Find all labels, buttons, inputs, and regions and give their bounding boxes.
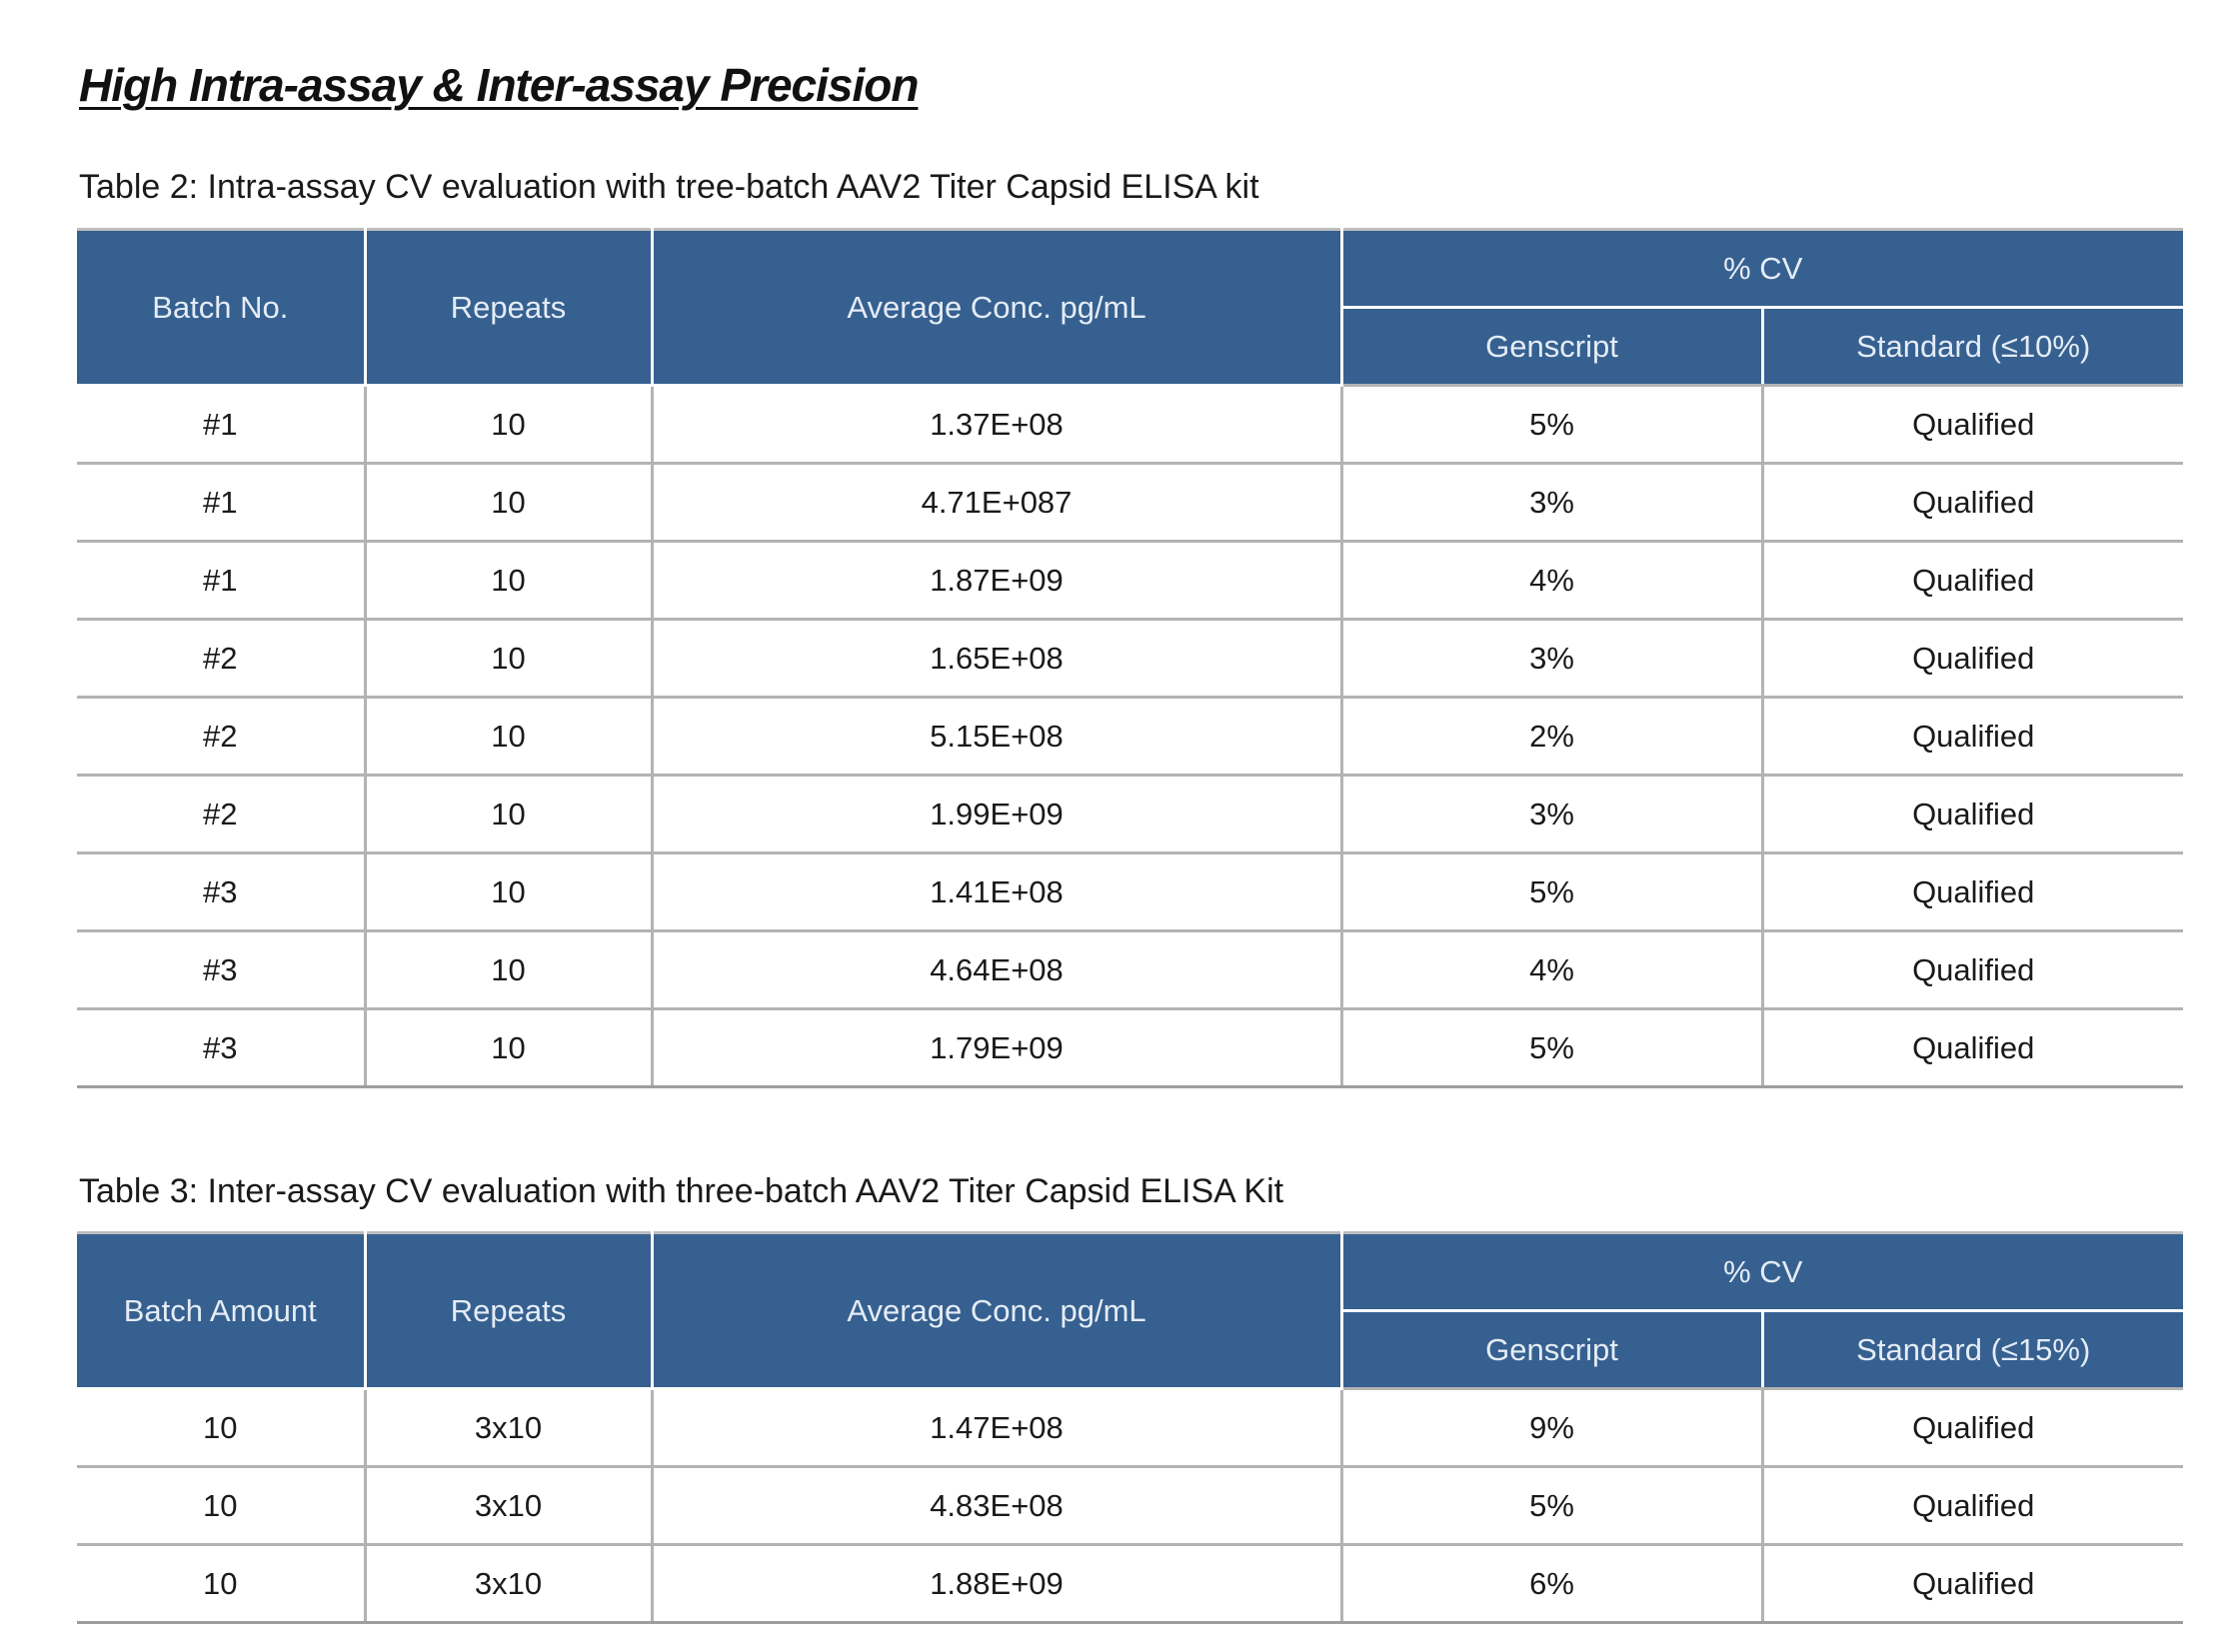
cell-genscript-cv: 3% bbox=[1341, 464, 1762, 542]
cell-batch: #1 bbox=[77, 386, 365, 464]
table-row bbox=[77, 1467, 2183, 1545]
header-batch-amount: Batch Amount bbox=[77, 1233, 365, 1389]
cell-average-conc: 1.87E+09 bbox=[652, 542, 1341, 620]
cell-batch: #1 bbox=[77, 542, 365, 620]
table-header-row bbox=[77, 230, 2183, 308]
table-row bbox=[77, 1009, 2183, 1087]
table-header-row bbox=[77, 1233, 2183, 1311]
cell-standard-status: Qualified bbox=[1762, 1009, 2183, 1087]
page-heading: High Intra-assay & Inter-assay Precision bbox=[79, 59, 919, 111]
header-cv: % CV bbox=[1341, 1233, 2183, 1311]
cell-average-conc: 1.41E+08 bbox=[652, 853, 1341, 931]
header-standard: Standard (≤15%) bbox=[1762, 1311, 2183, 1389]
cell-batch: #2 bbox=[77, 698, 365, 776]
intra-assay-cv-table bbox=[77, 228, 2183, 1088]
cell-genscript-cv: 4% bbox=[1341, 542, 1762, 620]
table-row bbox=[77, 464, 2183, 542]
cell-standard-status: Qualified bbox=[1762, 853, 2183, 931]
cell-average-conc: 1.47E+08 bbox=[652, 1389, 1341, 1467]
cell-genscript-cv: 6% bbox=[1341, 1545, 1762, 1623]
cell-genscript-cv: 5% bbox=[1341, 1009, 1762, 1087]
cell-genscript-cv: 4% bbox=[1341, 931, 1762, 1009]
header-average-conc: Average Conc. pg/mL bbox=[652, 1233, 1341, 1389]
cell-repeats: 10 bbox=[365, 542, 652, 620]
table-2-caption: Table 2: Intra-assay CV evaluation with tree-batch AAV2 Titer Capsid ELISA kit bbox=[79, 168, 1259, 206]
header-batch-no: Batch No. bbox=[77, 230, 365, 386]
cell-batch: 10 bbox=[77, 1389, 365, 1467]
cell-standard-status: Qualified bbox=[1762, 620, 2183, 698]
table-row bbox=[77, 386, 2183, 464]
cell-standard-status: Qualified bbox=[1762, 698, 2183, 776]
cell-repeats: 10 bbox=[365, 698, 652, 776]
cell-repeats: 10 bbox=[365, 464, 652, 542]
cell-repeats: 10 bbox=[365, 386, 652, 464]
cell-repeats: 10 bbox=[365, 1009, 652, 1087]
table-3-caption: Table 3: Inter-assay CV evaluation with three-batch AAV2 Titer Capsid ELISA Kit bbox=[79, 1172, 1284, 1210]
header-genscript: Genscript bbox=[1341, 308, 1762, 386]
cell-genscript-cv: 5% bbox=[1341, 1467, 1762, 1545]
table-row bbox=[77, 698, 2183, 776]
cell-repeats: 10 bbox=[365, 620, 652, 698]
inter-assay-cv-table bbox=[77, 1231, 2183, 1624]
cell-standard-status: Qualified bbox=[1762, 1545, 2183, 1623]
cell-standard-status: Qualified bbox=[1762, 464, 2183, 542]
header-standard: Standard (≤10%) bbox=[1762, 308, 2183, 386]
cell-average-conc: 4.83E+08 bbox=[652, 1467, 1341, 1545]
cell-repeats: 10 bbox=[365, 853, 652, 931]
table-row bbox=[77, 542, 2183, 620]
cell-genscript-cv: 3% bbox=[1341, 620, 1762, 698]
cell-average-conc: 1.79E+09 bbox=[652, 1009, 1341, 1087]
cell-repeats: 3x10 bbox=[365, 1545, 652, 1623]
cell-genscript-cv: 2% bbox=[1341, 698, 1762, 776]
cell-standard-status: Qualified bbox=[1762, 1389, 2183, 1467]
header-repeats: Repeats bbox=[365, 1233, 652, 1389]
cell-batch: #2 bbox=[77, 776, 365, 853]
table-row bbox=[77, 1545, 2183, 1623]
cell-genscript-cv: 9% bbox=[1341, 1389, 1762, 1467]
header-cv: % CV bbox=[1341, 230, 2183, 308]
cell-genscript-cv: 3% bbox=[1341, 776, 1762, 853]
cell-average-conc: 1.37E+08 bbox=[652, 386, 1341, 464]
cell-repeats: 3x10 bbox=[365, 1467, 652, 1545]
cell-average-conc: 4.64E+08 bbox=[652, 931, 1341, 1009]
header-repeats: Repeats bbox=[365, 230, 652, 386]
cell-standard-status: Qualified bbox=[1762, 1467, 2183, 1545]
table-row bbox=[77, 620, 2183, 698]
table-row bbox=[77, 853, 2183, 931]
cell-standard-status: Qualified bbox=[1762, 542, 2183, 620]
cell-batch: 10 bbox=[77, 1545, 365, 1623]
cell-average-conc: 5.15E+08 bbox=[652, 698, 1341, 776]
cell-batch: #1 bbox=[77, 464, 365, 542]
cell-repeats: 3x10 bbox=[365, 1389, 652, 1467]
cell-average-conc: 1.99E+09 bbox=[652, 776, 1341, 853]
cell-batch: 10 bbox=[77, 1467, 365, 1545]
cell-genscript-cv: 5% bbox=[1341, 853, 1762, 931]
table-row bbox=[77, 776, 2183, 853]
cell-standard-status: Qualified bbox=[1762, 931, 2183, 1009]
header-genscript: Genscript bbox=[1341, 1311, 1762, 1389]
cell-average-conc: 1.88E+09 bbox=[652, 1545, 1341, 1623]
header-average-conc: Average Conc. pg/mL bbox=[652, 230, 1341, 386]
table-row bbox=[77, 931, 2183, 1009]
cell-batch: #3 bbox=[77, 853, 365, 931]
cell-standard-status: Qualified bbox=[1762, 386, 2183, 464]
cell-standard-status: Qualified bbox=[1762, 776, 2183, 853]
cell-repeats: 10 bbox=[365, 931, 652, 1009]
cell-batch: #3 bbox=[77, 931, 365, 1009]
cell-genscript-cv: 5% bbox=[1341, 386, 1762, 464]
cell-average-conc: 1.65E+08 bbox=[652, 620, 1341, 698]
cell-batch: #2 bbox=[77, 620, 365, 698]
cell-average-conc: 4.71E+087 bbox=[652, 464, 1341, 542]
cell-repeats: 10 bbox=[365, 776, 652, 853]
cell-batch: #3 bbox=[77, 1009, 365, 1087]
table-row bbox=[77, 1389, 2183, 1467]
